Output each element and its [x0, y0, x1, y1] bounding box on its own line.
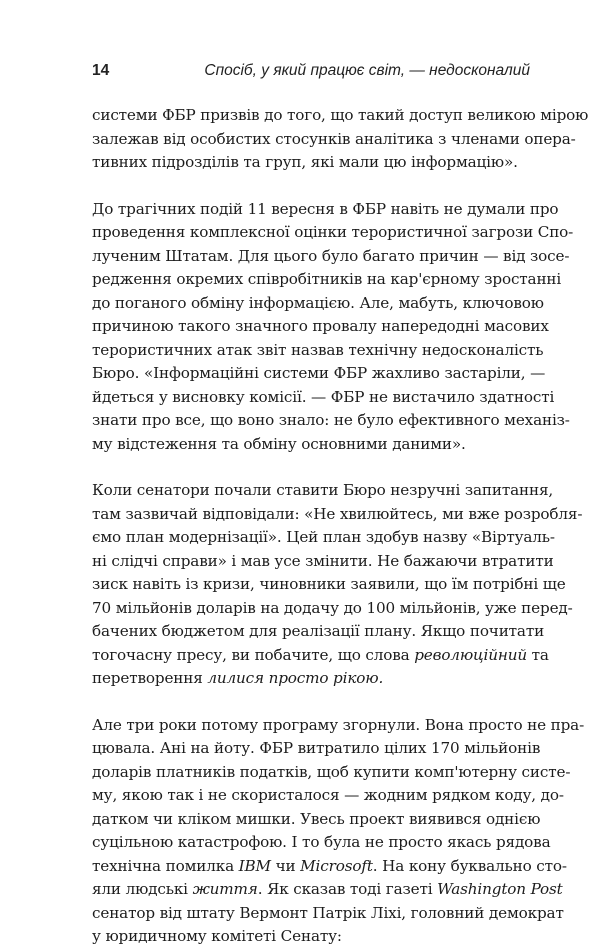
- text-run: до поганого обміну інформацією. Але, мабуть, ключовою: [92, 293, 544, 312]
- text-run: у юридичному комітеті Сенату:: [92, 927, 342, 945]
- text-line: [92, 362, 546, 386]
- text-run: Коли сенатори почали ставити Бюро незручні запитання,: [92, 481, 554, 499]
- text-line: [92, 878, 563, 902]
- text-run: Але три роки потому програму згорнули. Вона просто не пра-: [92, 715, 585, 734]
- running-title: Спосіб, у який працює світ, — недосконалий: [204, 62, 530, 79]
- text-line: [92, 714, 585, 738]
- text-run: яли людські: [92, 880, 193, 898]
- text-line: [92, 433, 532, 457]
- text-run: бачених бюджетом для реалізації плану. Якщо почитати: [92, 622, 545, 640]
- text-line: [92, 503, 583, 527]
- text-run: До трагічних подій 11 вересня в ФБР навіть не думали про: [92, 199, 559, 218]
- text-run: йдеться у висновку комісії. — ФБР не вистачило здатності: [92, 387, 555, 406]
- text-line: [92, 620, 545, 644]
- text-run: там зазвичай відповідали: «Не хвилюйтесь, ми вже розробля-: [92, 504, 583, 523]
- text-run: причиною такого значного провалу напередодні масових: [92, 317, 549, 335]
- text-run: сенатор від штату Вермонт Патрік Ліхі, головний демократ: [92, 903, 564, 922]
- text-line: [92, 104, 589, 128]
- text-run: чи: [270, 856, 301, 875]
- paragraph: [92, 198, 574, 457]
- page-header: [92, 62, 530, 86]
- text-line: [92, 339, 544, 363]
- text-run: знати про все, що воно знало: не було ефективного механіз-: [92, 411, 570, 429]
- text-run: проведення комплексної оцінки терористичної загрози Спо-: [92, 223, 574, 241]
- text-run: перетворення: [92, 669, 203, 687]
- text-line: [92, 667, 532, 691]
- text-run: ні слідчі справи» і мав усе змінити. Не бажаючи втратити: [92, 551, 554, 570]
- text-run: . На кону буквально сто-: [372, 856, 567, 875]
- paragraph: [92, 104, 589, 175]
- text-run: лученим Штатам. Для цього було багато причин — від зосе-: [92, 246, 570, 265]
- text-run: залежав від особистих стосунків аналітика з членами опера-: [92, 129, 576, 148]
- text-line: [92, 151, 532, 175]
- text-line: [92, 550, 554, 574]
- text-line: [92, 526, 555, 550]
- text-line: [92, 737, 541, 761]
- italic-text: IBM: [238, 856, 271, 875]
- text-run: Бюро. «Інформаційні системи ФБР жахливо застаріли, —: [92, 364, 546, 382]
- paragraph: [92, 479, 583, 691]
- text-line: [92, 315, 549, 339]
- text-run: суцільною катастрофою. І то була не просто якась рядова: [92, 833, 551, 851]
- text-line: [92, 292, 544, 316]
- italic-text: революційний: [414, 645, 527, 664]
- text-run: цювала. Ані на йоту. ФБР витратило цілих 170 мільйонів: [92, 739, 541, 757]
- text-run: 70 мільйонів доларів на додачу до 100 мільйонів, уже перед-: [92, 598, 573, 617]
- text-line: [92, 268, 562, 292]
- body-text: [92, 104, 589, 949]
- text-line: [92, 831, 551, 855]
- text-run: доларів платників податків, щоб купити комп'ютерну систе-: [92, 762, 571, 781]
- text-line: [92, 128, 576, 152]
- text-run: тивних підрозділів та груп, які мали цю інформацію».: [92, 153, 518, 171]
- paragraph: [92, 714, 585, 949]
- text-line: [92, 479, 554, 503]
- text-run: му, якою так і не скористалося — жодним рядком коду, до-: [92, 786, 564, 804]
- text-run: терористичних атак звіт назвав технічну недосконалість: [92, 340, 544, 359]
- text-run: та: [526, 645, 549, 664]
- text-line: [92, 409, 570, 433]
- text-run: датком чи кліком мишки. Увесь проект виявився однією: [92, 809, 541, 828]
- italic-text: лилися просто рікою.: [202, 669, 384, 687]
- text-run: . Як сказав тоді газеті: [257, 880, 438, 898]
- page-number: 14: [92, 62, 110, 79]
- italic-text: Washington Post: [437, 880, 563, 898]
- text-line: [92, 221, 574, 245]
- text-run: зиск навіть із кризи, чиновники заявили, що їм потрібні ще: [92, 575, 566, 593]
- italic-text: Microsoft: [300, 856, 373, 875]
- text-run: системи ФБР призвів до того, що такий доступ великою мірою: [92, 106, 589, 124]
- text-run: редження окремих співробітників на кар'єрному зростанні: [92, 270, 562, 288]
- text-run: тогочасну пресу, ви побачите, що слова: [92, 645, 415, 664]
- text-line: [92, 761, 571, 785]
- text-line: [92, 386, 555, 410]
- text-line: [92, 597, 573, 621]
- text-line: [92, 573, 566, 597]
- text-line: [92, 925, 532, 949]
- italic-text: життя: [192, 880, 258, 898]
- text-line: [92, 784, 564, 808]
- text-line: [92, 245, 570, 269]
- text-line: [92, 644, 549, 668]
- text-run: технічна помилка: [92, 856, 239, 875]
- text-line: [92, 902, 564, 926]
- text-run: му відстеження та обміну основними даними».: [92, 434, 466, 453]
- text-line: [92, 198, 559, 222]
- text-line: [92, 808, 541, 832]
- text-run: ємо план модернізації». Цей план здобув назву «Віртуаль-: [92, 528, 555, 546]
- text-line: [92, 855, 567, 879]
